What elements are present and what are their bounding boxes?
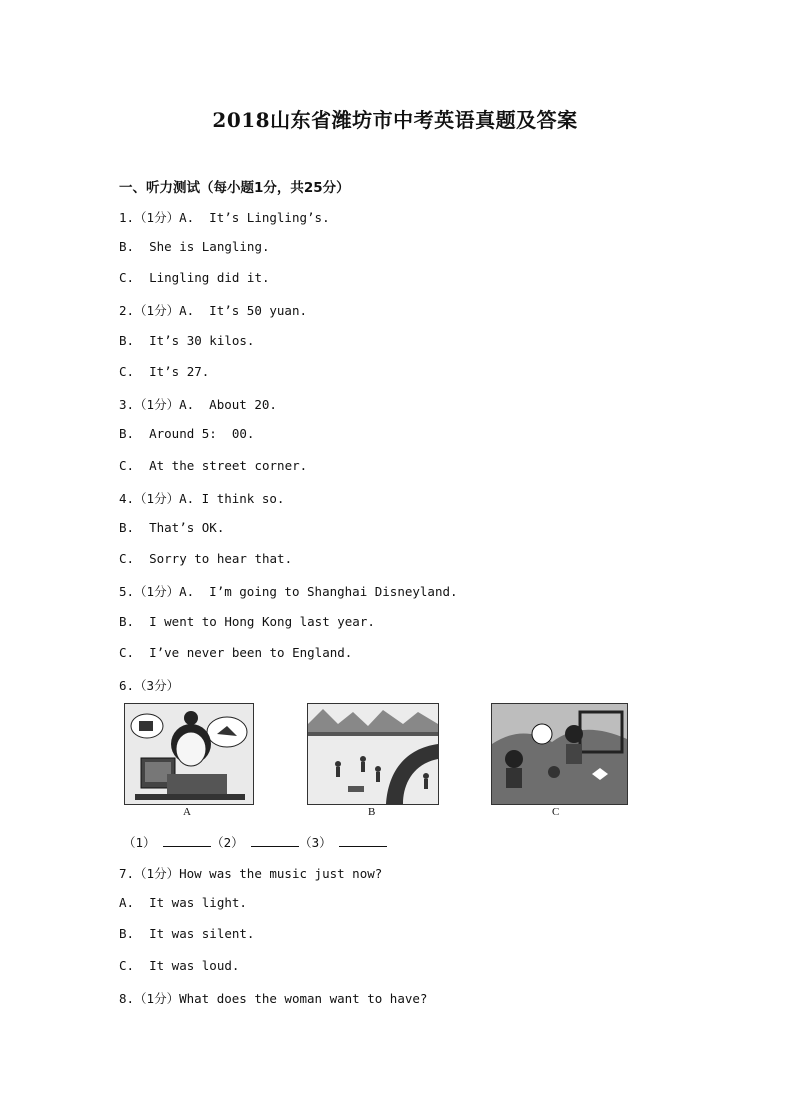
question-line: 4.（1分）A. I think so. [119,491,285,506]
blank-label: （3） [299,835,332,850]
option-line: C. At the street corner. [119,458,308,473]
blank-label: （2） [211,835,244,850]
question-line: 6.（3分） [119,678,180,693]
girl-at-computer-image [124,703,254,805]
image-caption: A [183,806,191,818]
option-line: C. It was loud. [119,958,240,973]
option-line: B. It was silent. [119,926,255,941]
question-line: 7.（1分）How was the music just now? [119,866,383,881]
option-line: B. Around 5: 00. [119,426,255,441]
question-line: 8.（1分）What does the woman want to have? [119,991,428,1006]
option-line: C. It’s 27. [119,364,210,379]
section-heading: 一、听力测试（每小题1分，共25分） [119,180,350,196]
image-caption: C [552,806,560,818]
option-line: B. It’s 30 kilos. [119,333,255,348]
option-line: C. Sorry to hear that. [119,551,293,566]
option-line: B. She is Langling. [119,239,270,254]
street-scene-image [307,703,439,805]
question-line: 5.（1分）A. I’m going to Shanghai Disneyland. [119,584,458,599]
question-line: 3.（1分）A. About 20. [119,397,277,412]
answer-blank-2[interactable] [251,834,299,847]
question-line: 2.（1分）A. It’s 50 yuan. [119,303,308,318]
option-line: C. Lingling did it. [119,270,270,285]
answer-blank-3[interactable] [339,834,387,847]
question-line: 1.（1分）A. It’s Lingling’s. [119,210,330,225]
answer-blank-1[interactable] [163,834,211,847]
page-title: 2018山东省潍坊市中考英语真题及答案 [212,108,578,132]
option-line: A. It was light. [119,895,247,910]
blank-label: （1） [123,835,156,850]
image-caption: B [368,806,376,818]
option-line: C. I’ve never been to England. [119,645,353,660]
option-line: B. I went to Hong Kong last year. [119,614,375,629]
kids-playing-football-image [491,703,628,805]
answer-blanks [123,833,387,851]
option-line: B. That’s OK. [119,520,225,535]
